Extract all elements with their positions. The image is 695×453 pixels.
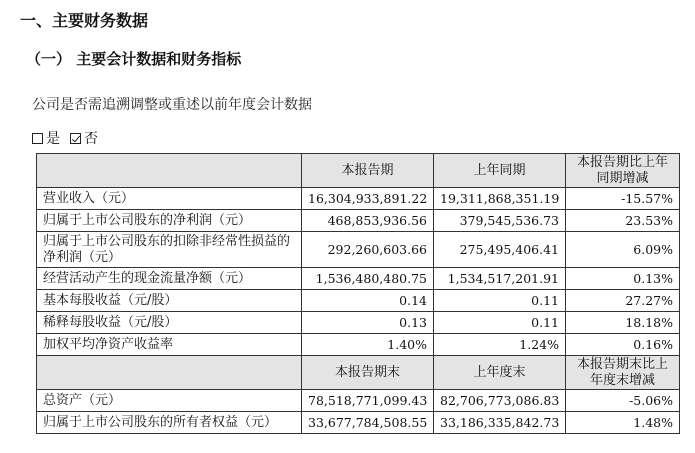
current-value: 78,518,771,099.43 <box>302 390 434 412</box>
change-value: 0.16% <box>566 334 680 356</box>
change-value: 1.48% <box>566 412 680 434</box>
row-label: 总资产（元） <box>37 390 302 412</box>
previous-value: 0.11 <box>434 290 566 312</box>
table-row <box>37 412 680 434</box>
row-label: 营业收入（元） <box>37 188 302 210</box>
checked-box-icon[interactable] <box>70 133 81 144</box>
table-row <box>37 312 680 334</box>
table-header-row <box>37 154 680 188</box>
current-value: 0.14 <box>302 290 434 312</box>
previous-value: 379,545,536.73 <box>434 210 566 232</box>
previous-value: 275,495,406.41 <box>434 232 566 268</box>
header-change-2: 本报告期末比上年度末增减 <box>566 356 680 390</box>
current-value: 16,304,933,891.22 <box>302 188 434 210</box>
table-header-row-2 <box>37 356 680 390</box>
subsection-title: （一） 主要会计数据和财务指标 <box>26 50 242 68</box>
header-current: 本报告期 <box>302 154 434 188</box>
change-value: 6.09% <box>566 232 680 268</box>
section-title: 一、主要财务数据 <box>20 11 149 30</box>
change-value: 0.13% <box>566 268 680 290</box>
restatement-question: 公司是否需追溯调整或重述以前年度会计数据 <box>32 97 312 113</box>
change-value: -5.06% <box>566 390 680 412</box>
header-blank <box>37 154 302 188</box>
current-value: 33,677,784,508.55 <box>302 412 434 434</box>
previous-value: 1.24% <box>434 334 566 356</box>
table-row <box>37 334 680 356</box>
previous-value: 19,311,868,351.19 <box>434 188 566 210</box>
row-label: 经营活动产生的现金流量净额（元） <box>37 268 302 290</box>
header-previous: 上年同期 <box>434 154 566 188</box>
change-value: 27.27% <box>566 290 680 312</box>
previous-value: 82,706,773,086.83 <box>434 390 566 412</box>
header-period-end: 本报告期末 <box>302 356 434 390</box>
row-label: 稀释每股收益（元/股） <box>37 312 302 334</box>
current-value: 0.13 <box>302 312 434 334</box>
header-prior-year-end: 上年度末 <box>434 356 566 390</box>
table-row <box>37 268 680 290</box>
option-yes[interactable] <box>32 128 60 148</box>
current-value: 468,853,936.56 <box>302 210 434 232</box>
header-change: 本报告期比上年同期增减 <box>566 154 680 188</box>
header-blank <box>37 356 302 390</box>
row-label: 基本每股收益（元/股） <box>37 290 302 312</box>
table-row <box>37 188 680 210</box>
option-yes-label: 是 <box>46 131 60 147</box>
unchecked-box-icon[interactable] <box>32 133 43 144</box>
change-value: 23.53% <box>566 210 680 232</box>
current-value: 292,260,603.66 <box>302 232 434 268</box>
change-value: -15.57% <box>566 188 680 210</box>
current-value: 1.40% <box>302 334 434 356</box>
row-label: 归属于上市公司股东的扣除非经常性损益的净利润（元） <box>37 232 302 268</box>
row-label: 归属于上市公司股东的所有者权益（元） <box>37 412 302 434</box>
table-row <box>37 232 680 268</box>
current-value: 1,536,480,480.75 <box>302 268 434 290</box>
table-row <box>37 390 680 412</box>
financial-data-table <box>36 153 680 434</box>
restatement-options <box>32 128 108 148</box>
previous-value: 33,186,335,842.73 <box>434 412 566 434</box>
change-value: 18.18% <box>566 312 680 334</box>
table-row <box>37 210 680 232</box>
previous-value: 1,534,517,201.91 <box>434 268 566 290</box>
option-no-label: 否 <box>84 131 98 147</box>
row-label: 加权平均净资产收益率 <box>37 334 302 356</box>
table-row <box>37 290 680 312</box>
row-label: 归属于上市公司股东的净利润（元） <box>37 210 302 232</box>
previous-value: 0.11 <box>434 312 566 334</box>
option-no[interactable] <box>70 128 98 148</box>
